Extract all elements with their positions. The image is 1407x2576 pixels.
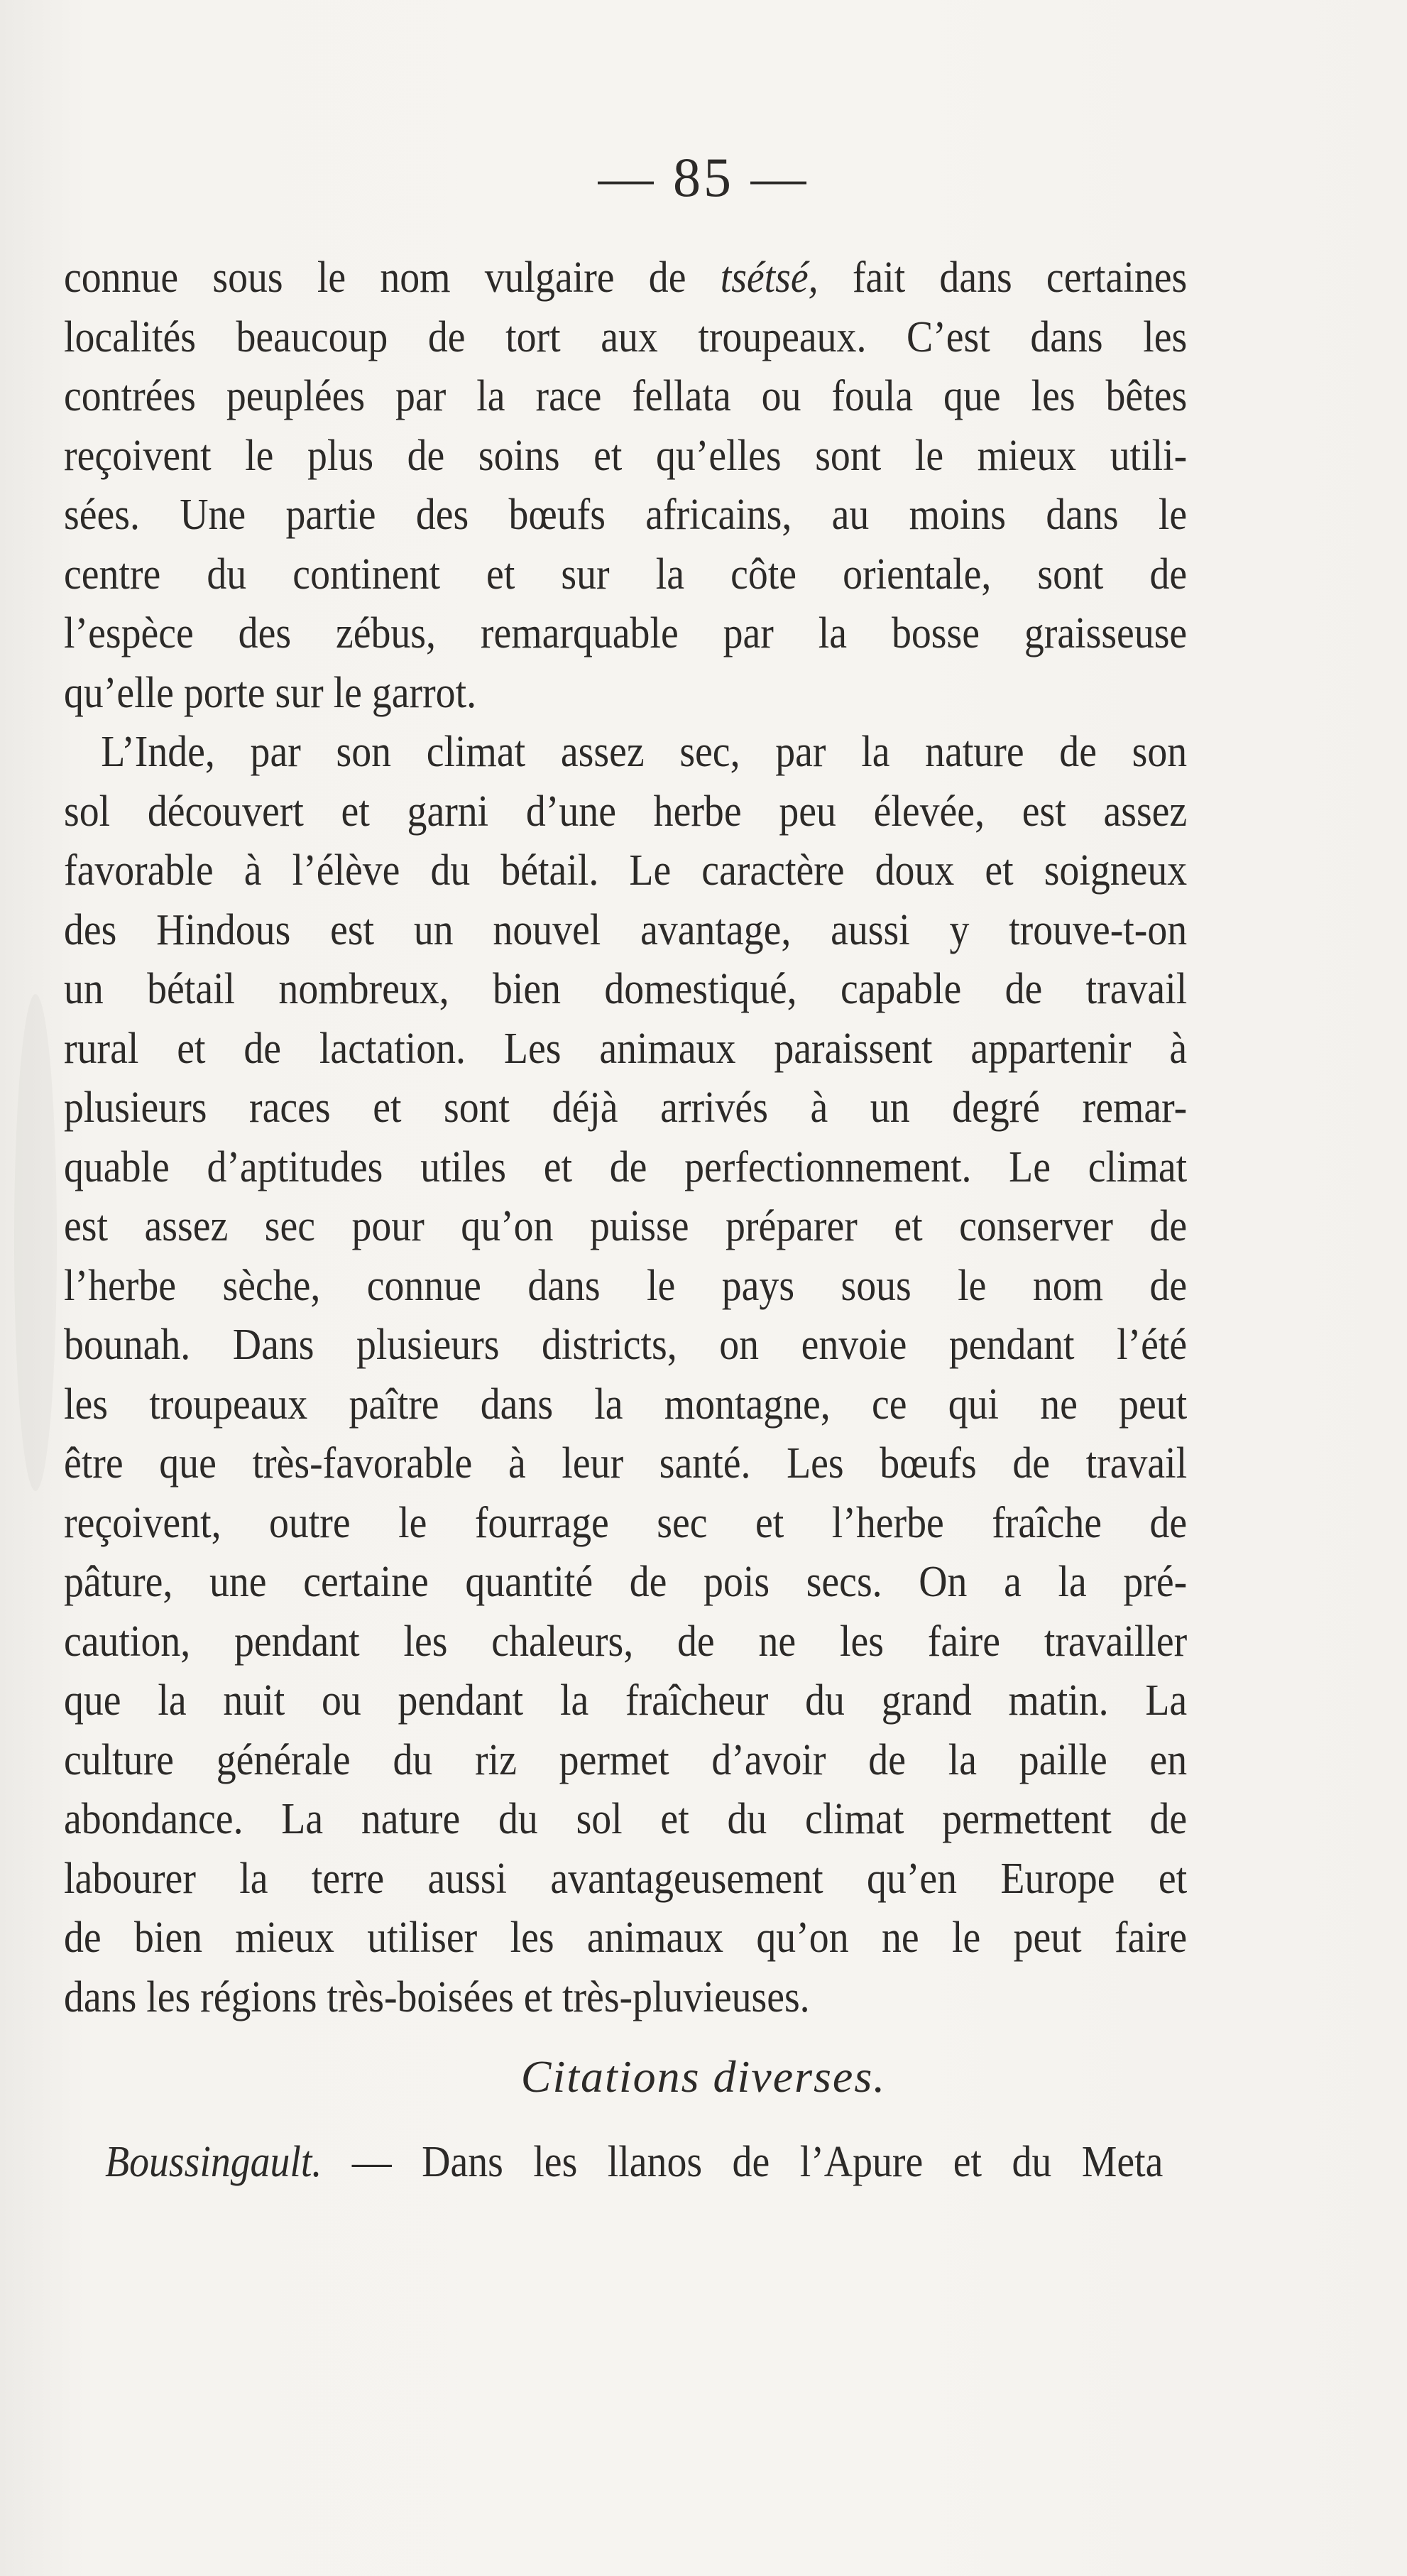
text-line (64, 367, 1187, 427)
text-line (64, 1731, 1187, 1791)
text-line (64, 723, 1187, 782)
body-text (64, 249, 1187, 2027)
text-run: L’Inde, par son climat assez sec, par la nature de son (101, 728, 1188, 776)
text-line (64, 1671, 1187, 1731)
text-run: reçoivent le plus de soins et qu’elles sont le mieux utili- (64, 431, 1188, 480)
text-run: reçoivent, outre le fourrage sec et l’herbe fraîche de (64, 1498, 1188, 1547)
text-line (64, 1434, 1187, 1494)
text-run: pâture, une certaine quantité de pois secs. On a la pré- (64, 1558, 1188, 1606)
text-line (64, 1494, 1187, 1554)
text-run: quable d’aptitudes utiles et de perfectionnement. Le climat (64, 1142, 1188, 1191)
text-run: favorable à l’élève du bétail. Le caractère doux et soigneux (64, 846, 1188, 895)
text-line (64, 545, 1187, 605)
text-line (64, 1553, 1187, 1612)
text-line (64, 308, 1187, 368)
text-line (64, 604, 1187, 664)
text-run: qu’elle porte sur le garrot. (64, 668, 477, 717)
text-run: connue sous le nom vulgaire de (64, 253, 721, 302)
citation-author: Boussingault. (105, 2138, 322, 2186)
text-run: bounah. Dans plusieurs districts, on envoie pendant l’été (64, 1321, 1188, 1369)
text-run: fait dans certaines (818, 253, 1188, 302)
text-run: être que très-favorable à leur santé. Les bœufs de travail (64, 1439, 1188, 1488)
text-line (64, 1968, 1187, 2028)
text-line (64, 1316, 1187, 1375)
citation-text: — Dans les llanos de l’Apure et du Meta (322, 2138, 1164, 2186)
text-run: culture générale du riz permet d’avoir de la paille en (64, 1735, 1188, 1784)
text-run: sol découvert et garni d’une herbe peu élevée, est assez (64, 787, 1188, 836)
text-line (64, 427, 1187, 486)
text-run: l’herbe sèche, connue dans le pays sous le nom de (64, 1261, 1188, 1310)
text-run: plusieurs races et sont déjà arrivés à un degré remar- (64, 1084, 1188, 1132)
text-run: un bétail nombreux, bien domestiqué, capable de travail (64, 965, 1188, 1013)
text-line (64, 782, 1187, 842)
text-run: l’espèce des zébus, remarquable par la bosse graisseuse (64, 609, 1188, 657)
text-line (64, 1079, 1187, 1138)
text-line (64, 664, 1187, 724)
text-line (64, 1909, 1187, 1968)
text-run: que la nuit ou pendant la fraîcheur du grand matin. La (64, 1676, 1188, 1725)
text-run: des Hindous est un nouvel avantage, aussi y trouve-t-on (64, 905, 1188, 954)
section-title: Citations diverses. (520, 2051, 887, 2102)
text-line (64, 1197, 1187, 1257)
text-line (64, 1612, 1187, 1672)
italic-term: tsétsé, (720, 253, 819, 302)
text-line (64, 486, 1187, 545)
text-run: rural et de lactation. Les animaux paraissent appartenir à (64, 1024, 1188, 1073)
text-line (64, 1850, 1187, 1909)
text-line (64, 1790, 1187, 1850)
text-line (64, 1375, 1187, 1435)
text-run: contrées peuplées par la race fellata ou foula que les bêtes (64, 372, 1188, 420)
paragraph (64, 249, 1187, 723)
text-line (64, 1138, 1187, 1198)
text-run: dans les régions très-boisées et très-pluvieuses. (64, 1972, 810, 2021)
text-run: est assez sec pour qu’on puisse préparer et conserver de (64, 1202, 1188, 1250)
paper-stain (14, 994, 57, 1491)
text-line (64, 249, 1187, 308)
text-run: localités beaucoup de tort aux troupeaux. C’est dans les (64, 312, 1188, 361)
text-run: sées. Une partie des bœufs africains, au moins dans le (64, 491, 1188, 539)
page-number: — 85 — (598, 146, 809, 208)
text-line (64, 960, 1187, 1020)
text-line (64, 1020, 1187, 1079)
text-run: abondance. La nature du sol et du climat permettent de (64, 1795, 1188, 1843)
paragraph (64, 723, 1187, 2027)
text-line (64, 1257, 1187, 1316)
text-run: caution, pendant les chaleurs, de ne les faire travailler (64, 1617, 1188, 1666)
text-run: de bien mieux utiliser les animaux qu’on ne le peut faire (64, 1914, 1188, 1962)
text-line (64, 901, 1187, 961)
text-run: centre du continent et sur la côte orientale, sont de (64, 550, 1188, 599)
text-run: labourer la terre aussi avantageusement qu’en Europe et (64, 1854, 1188, 1903)
text-line (64, 841, 1187, 901)
text-run: les troupeaux paître dans la montagne, ce qui ne peut (64, 1380, 1188, 1429)
citation-first-line (105, 2137, 1163, 2188)
